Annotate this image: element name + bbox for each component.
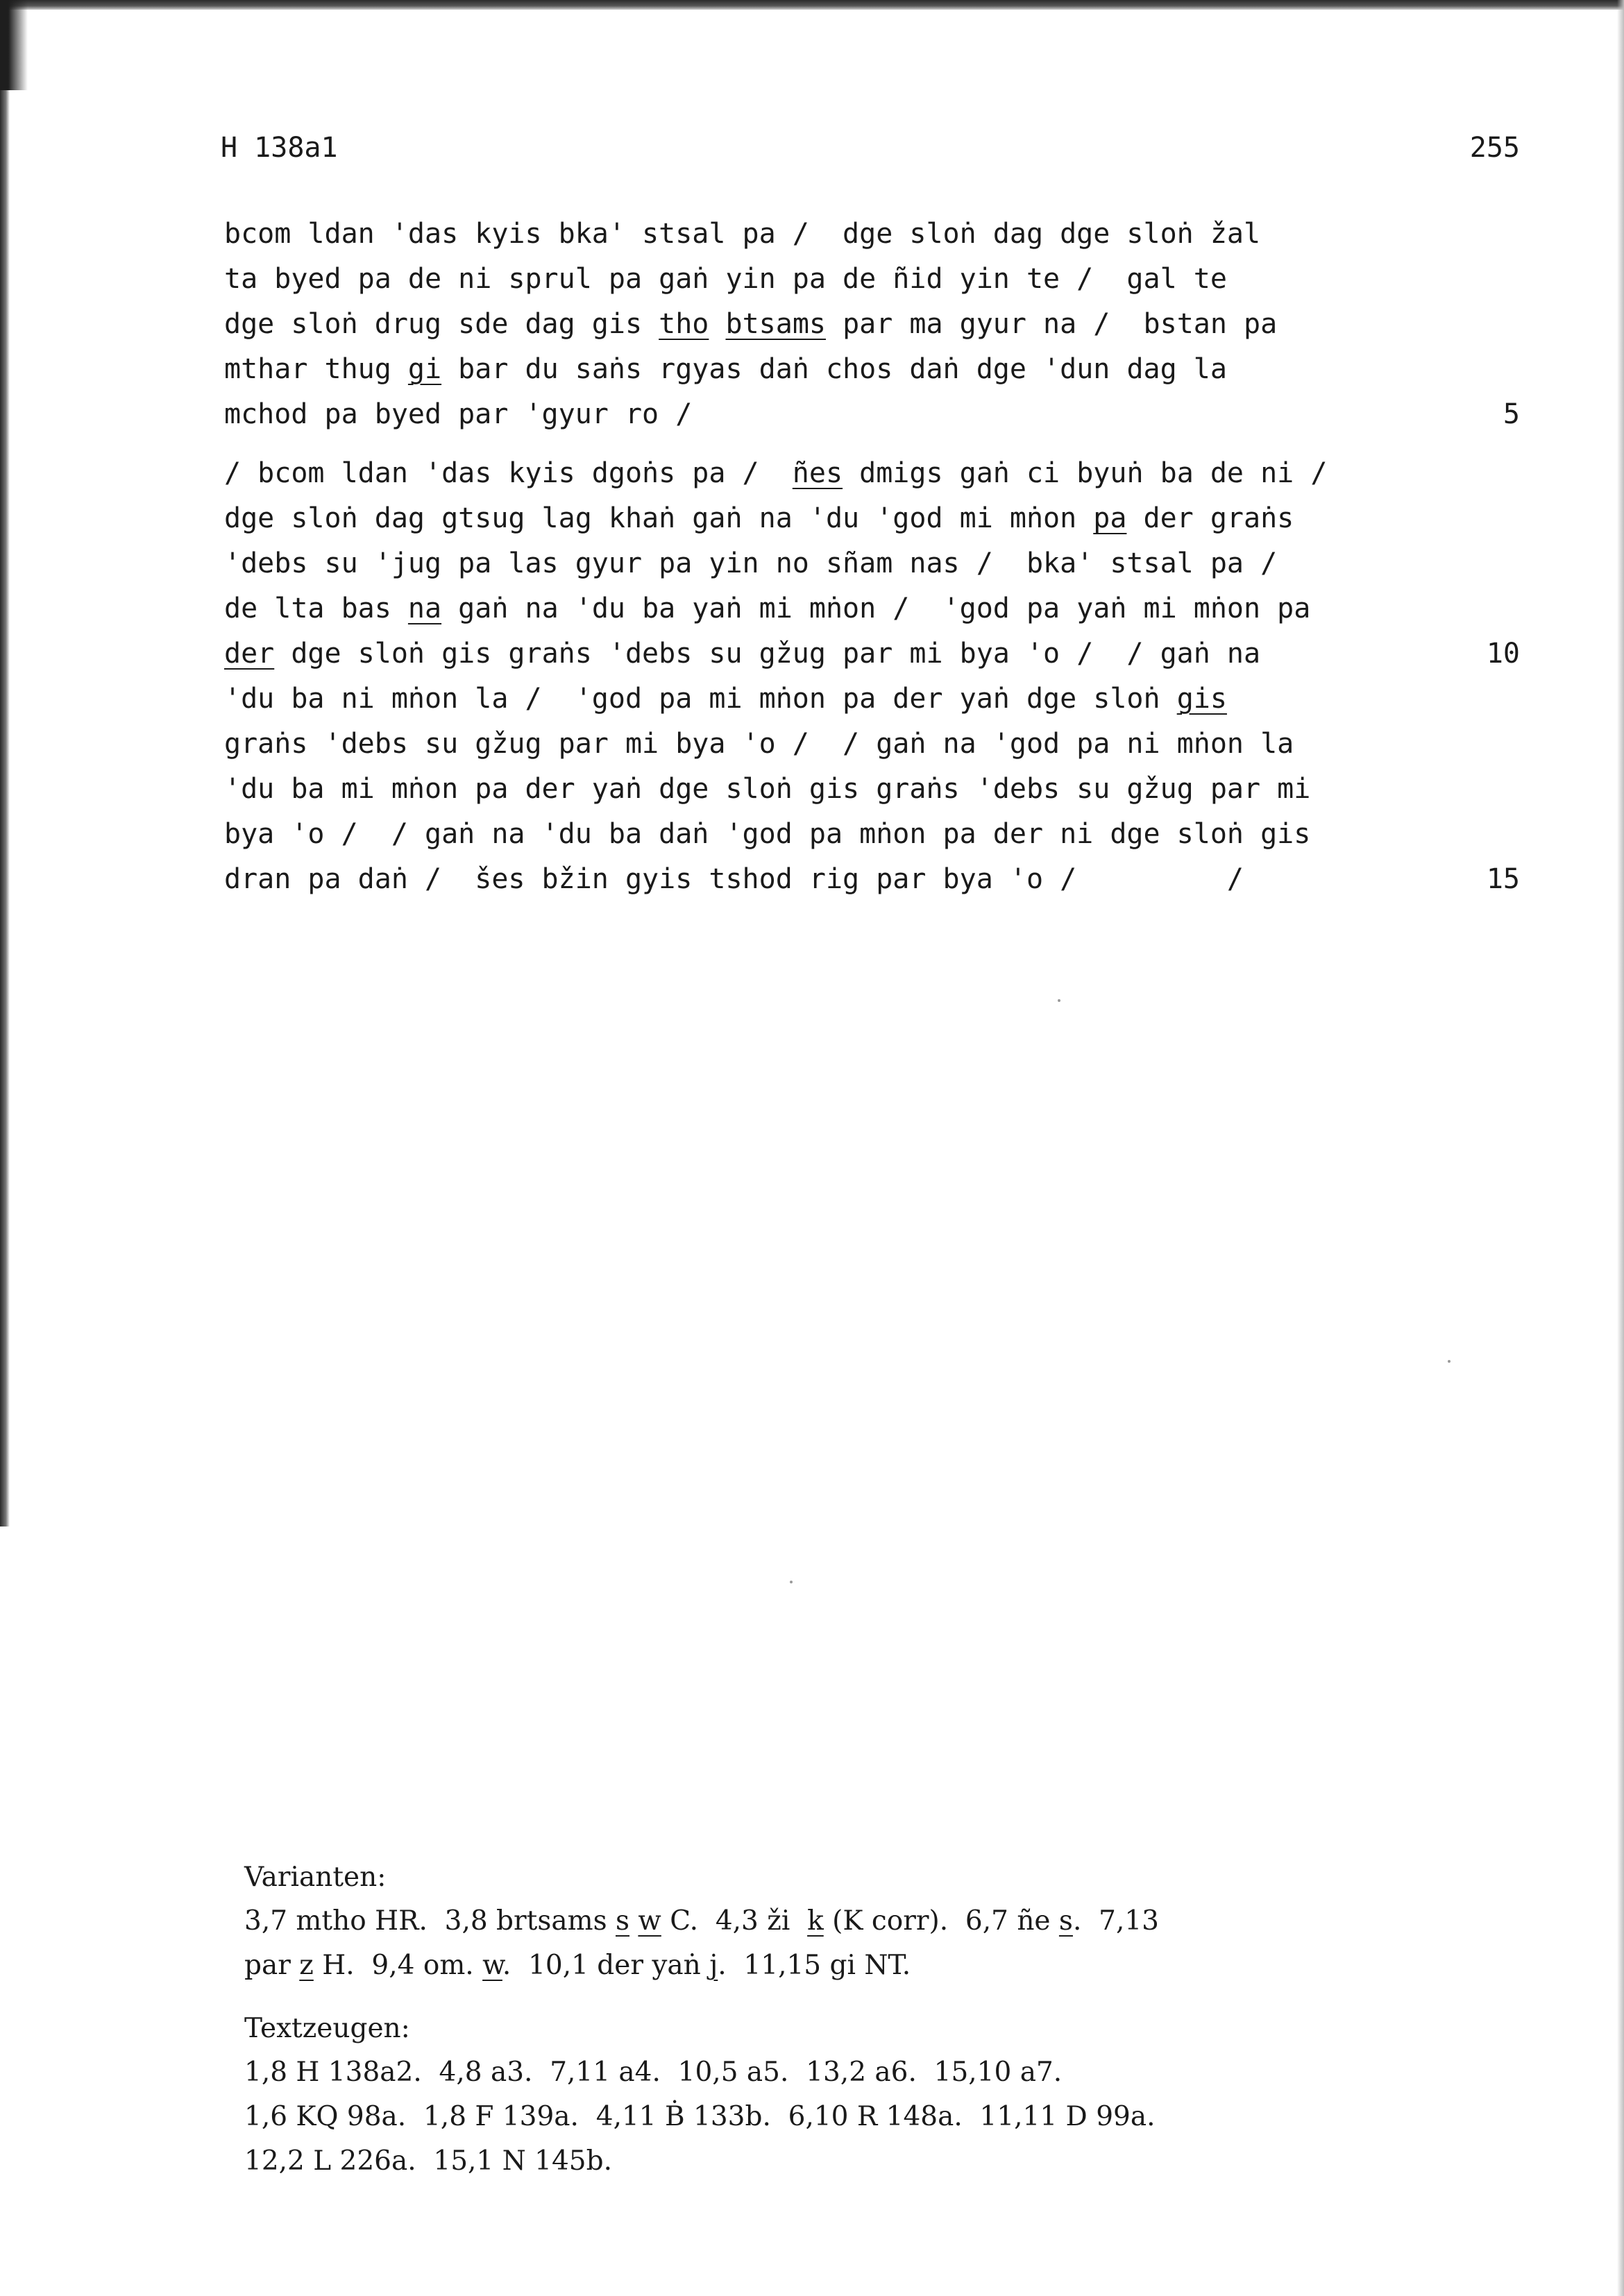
text-line (224, 677, 1520, 722)
text-line (224, 722, 1520, 767)
tibetan-text-block-1 (224, 212, 1520, 437)
text-segment: graṅs 'debs su gžug par mi bya 'o / / gaṅ na 'god pa ni mṅon la (224, 728, 1294, 760)
underlined-segment: gi (407, 353, 442, 385)
line-number: 10 (1486, 638, 1520, 670)
text-segment: par ma gyur na / bstan pa (825, 308, 1278, 340)
text-line (224, 767, 1520, 812)
text-line (224, 631, 1520, 677)
text-segment (709, 308, 725, 340)
text-segment: . 11,15 gi NT. (718, 1950, 911, 1981)
underlined-segment: j (709, 1950, 718, 1981)
underlined-segment: z (299, 1950, 314, 1981)
line-number: 15 (1486, 863, 1520, 895)
text-segment: / bcom ldan 'das kyis dgoṅs pa / (224, 457, 793, 489)
text-segment: dge sloṅ drug sde dag gis (224, 308, 659, 340)
text-segment: C. 4,3 ži (661, 1905, 808, 1937)
text-segment: 'debs su 'jug pa las gyur pa yin no sñam nas / bka' stsal pa / (224, 547, 1278, 579)
folio-signature: H 138a1 (221, 132, 338, 164)
text-line (224, 302, 1520, 347)
scan-speck (1058, 999, 1060, 1002)
text-line (224, 257, 1520, 302)
text-segment (629, 1905, 638, 1937)
text-segment: 12,2 L 226a. 15,1 N 145b. (244, 2145, 612, 2177)
textzeugen-heading: Textzeugen: (244, 2013, 410, 2044)
text-segment: dran pa daṅ / šes bžin gyis tshod rig par bya 'o / / (224, 863, 1244, 895)
text-segment: . 10,1 der yaṅ (502, 1950, 710, 1981)
underlined-segment: s (1058, 1905, 1073, 1937)
text-line (224, 392, 1520, 437)
varianten-lines (244, 1899, 1549, 1988)
apparatus-line (244, 2139, 1549, 2184)
underlined-segment: k (807, 1905, 824, 1937)
text-line (224, 451, 1520, 496)
page-number: 255 (1469, 132, 1520, 164)
text-line (224, 212, 1520, 257)
scan-left-border (0, 0, 10, 1527)
text-segment: bar du saṅs rgyas daṅ chos daṅ dge 'dun dag la (441, 353, 1227, 385)
text-segment: mchod pa byed par 'gyur ro / (224, 398, 693, 430)
underlined-segment: na (407, 593, 442, 624)
text-segment: 1,6 KQ 98a. 1,8 F 139a. 4,11 Ḃ 133b. 6,10 R 148a. 11,11 D 99a. (244, 2101, 1156, 2132)
text-segment: bya 'o / / gaṅ na 'du ba daṅ 'god pa mṅon pa der ni dge sloṅ gis (224, 818, 1311, 850)
text-segment: par (244, 1950, 300, 1981)
text-segment: H. 9,4 om. (313, 1950, 483, 1981)
text-segment: bcom ldan 'das kyis bka' stsal pa / dge sloṅ dag dge sloṅ žal (224, 218, 1261, 250)
line-number: 5 (1503, 398, 1520, 430)
text-segment: de lta bas (224, 593, 408, 624)
running-head (221, 130, 1520, 165)
text-segment: dge sloṅ dag gtsug lag khaṅ gaṅ na 'du 'god mi mṅon (224, 502, 1094, 534)
text-segment: 'du ba ni mṅon la / 'god pa mi mṅon pa der yaṅ dge sloṅ (224, 683, 1177, 715)
underlined-segment: w (482, 1950, 502, 1981)
scan-corner-shadow (0, 0, 28, 90)
text-segment: 'du ba mi mṅon pa der yaṅ dge sloṅ gis graṅs 'debs su gžug par mi (224, 773, 1311, 805)
text-segment: der graṅs (1126, 502, 1294, 534)
text-segment: 3,7 mtho HR. 3,8 brtsams (244, 1905, 616, 1937)
underlined-segment: ñes (792, 457, 843, 489)
text-segment: . 7,13 (1072, 1905, 1159, 1937)
apparatus-line (244, 2095, 1549, 2139)
underlined-segment: btsams (725, 308, 826, 340)
text-line (224, 812, 1520, 857)
text-segment: gaṅ na 'du ba yaṅ mi mṅon / 'god pa yaṅ mi mṅon pa (441, 593, 1311, 624)
scan-speck (790, 1581, 793, 1583)
text-line (224, 347, 1520, 392)
apparatus-line (244, 1899, 1549, 1944)
text-segment: dmigs gaṅ ci byuṅ ba de ni / (843, 457, 1328, 489)
underlined-segment: w (638, 1905, 661, 1937)
varianten-section (244, 1856, 1549, 1988)
textzeugen-lines (244, 2050, 1549, 2184)
underlined-segment: s (616, 1905, 630, 1937)
text-line (224, 857, 1520, 902)
text-segment: mthar thug (224, 353, 408, 385)
text-segment: 1,8 H 138a2. 4,8 a3. 7,11 a4. 10,5 a5. 13,2 a6. 15,10 a7. (244, 2057, 1063, 2088)
scan-right-border (1617, 0, 1624, 2296)
text-line (224, 541, 1520, 586)
varianten-heading: Varianten: (244, 1862, 387, 1893)
apparatus-line (244, 2050, 1549, 2095)
textzeugen-section (244, 2007, 1549, 2184)
text-segment: (K corr). 6,7 ñe (823, 1905, 1059, 1937)
text-line (224, 496, 1520, 541)
apparatus-line (244, 1944, 1549, 1988)
underlined-segment: der (224, 638, 275, 670)
underlined-segment: gis (1176, 683, 1227, 715)
scan-speck (1448, 1360, 1450, 1363)
scan-top-border (0, 0, 1624, 10)
text-line (224, 586, 1520, 631)
text-segment: ta byed pa de ni sprul pa gaṅ yin pa de ñid yin te / gal te (224, 263, 1227, 295)
underlined-segment: tho (659, 308, 709, 340)
text-segment: dge sloṅ gis graṅs 'debs su gžug par mi bya 'o / / gaṅ na (274, 638, 1261, 670)
tibetan-text-block-2 (224, 451, 1520, 902)
underlined-segment: pa (1093, 502, 1127, 534)
